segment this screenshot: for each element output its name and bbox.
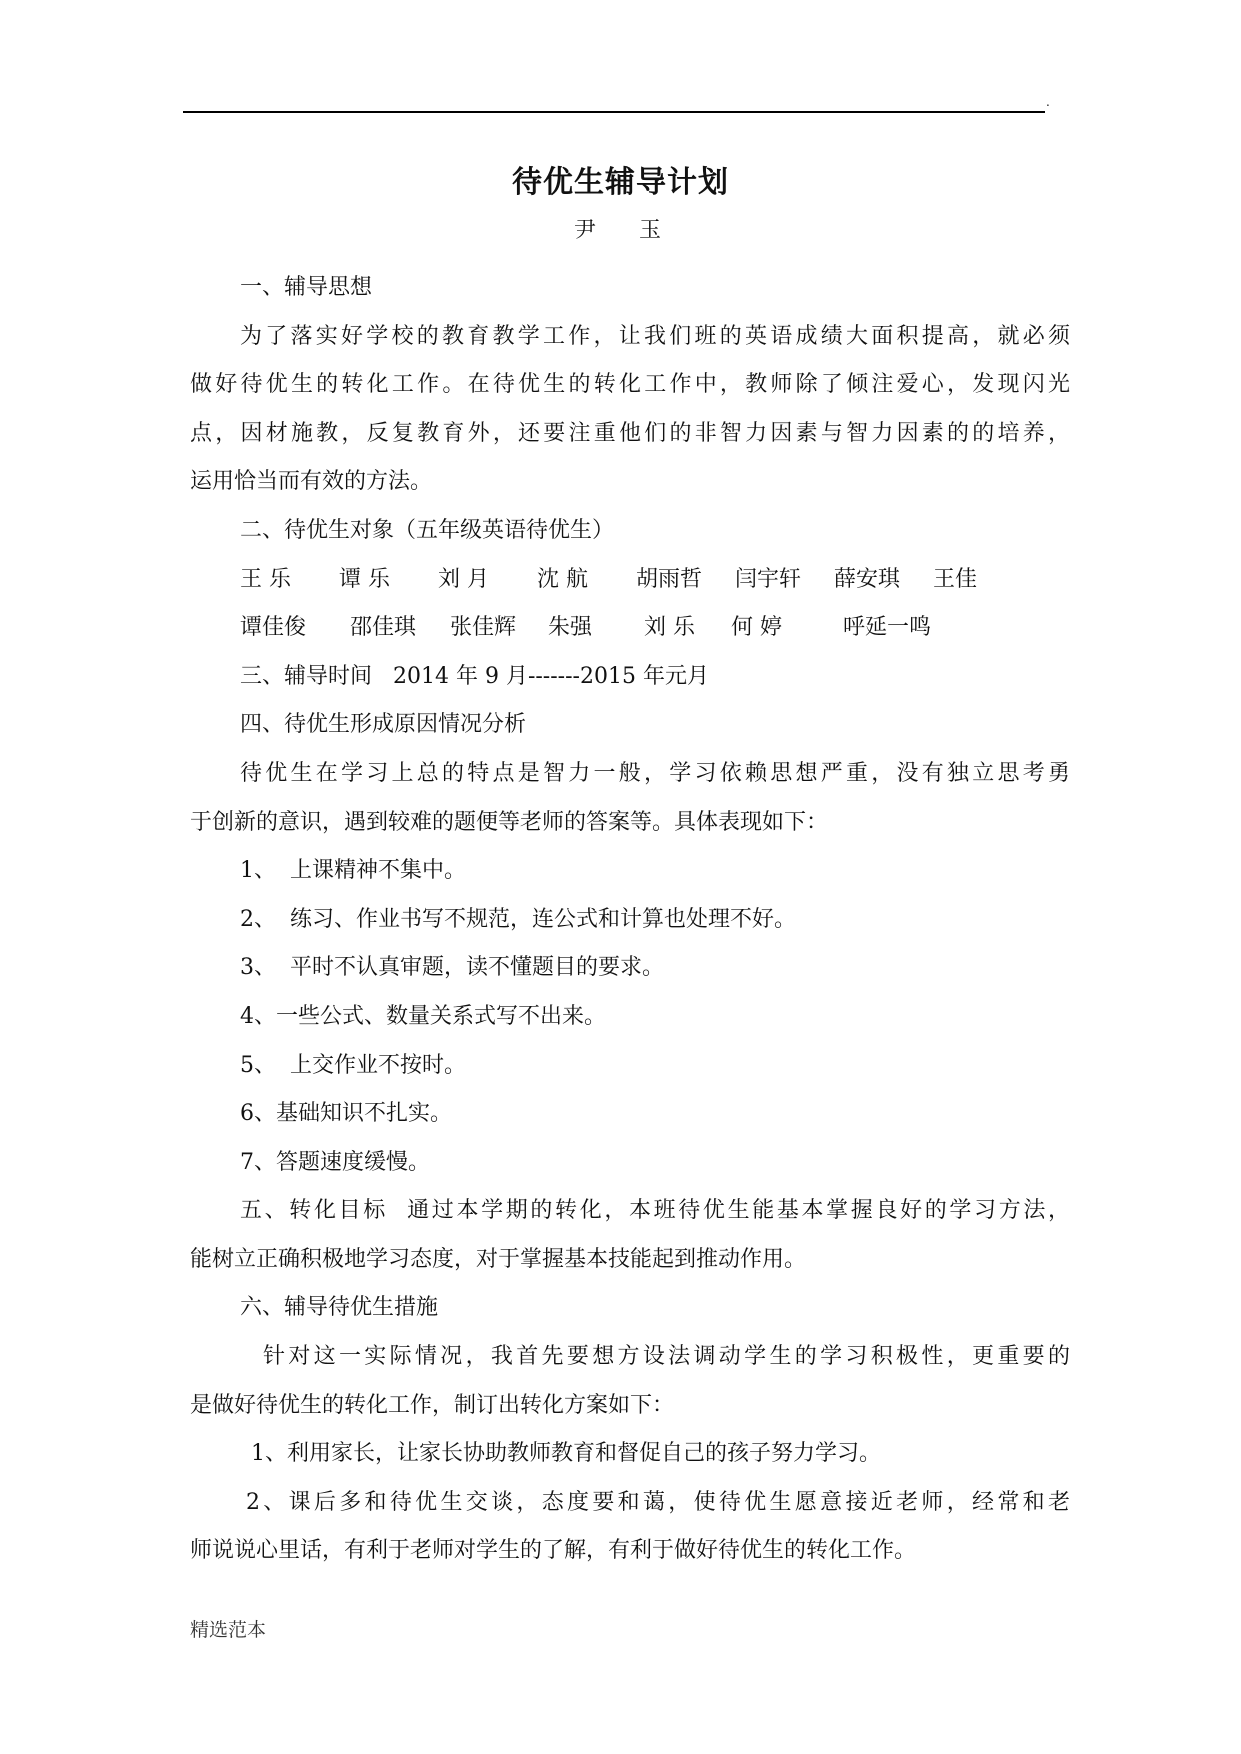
- header-dot: .: [1046, 95, 1050, 109]
- student-name: 呼延一鸣: [843, 615, 932, 641]
- paragraph-line: 待优生在学习上总的特点是智力一般，学习依赖思想严重，没有独立思考勇: [240, 760, 1070, 786]
- student-name: 邵佳琪: [350, 615, 417, 641]
- paragraph-line: 为了落实好学校的教育教学工作，让我们班的英语成绩大面积提高，就必须: [240, 323, 1070, 349]
- section1-heading: 一、辅导思想: [240, 275, 373, 300]
- student-name: 王佳: [933, 566, 978, 592]
- student-name: 何 婷: [731, 615, 782, 641]
- student-names-row-2: [190, 604, 1070, 653]
- list-item: 1、利用家长，让家长协助教师教育和督促自己的孩子努力学习。: [251, 1441, 881, 1467]
- student-name: 王 乐: [240, 566, 291, 592]
- section5-line: 能树立正确积极地学习态度，对于掌握基本技能起到推动作用。: [190, 1246, 807, 1272]
- student-name: 闫宇轩: [735, 566, 802, 592]
- student-names-row-1: [190, 556, 1070, 605]
- section5-line: 五、转化目标 通过本学期的转化，本班待优生能基本掌握良好的学习方法，: [240, 1198, 1070, 1224]
- paragraph-line: 点，因材施教，反复教育外，还要注重他们的非智力因素与智力因素的的培养，: [190, 420, 1070, 446]
- section3-heading: 三、辅导时间 2014 年 9 月-------2015 年元月: [240, 663, 709, 689]
- list-item: 4、一些公式、数量关系式写不出来。: [240, 1003, 606, 1029]
- student-name: 沈 航: [537, 566, 588, 592]
- list-item: 6、基础知识不扎实。: [240, 1101, 452, 1127]
- student-name: 谭 乐: [339, 566, 390, 592]
- student-name: 薛安琪: [834, 566, 901, 592]
- list-item: 7、答题速度缓慢。: [240, 1149, 430, 1175]
- paragraph-line: 于创新的意识，遇到较难的题便等老师的答案等。具体表现如下：: [190, 809, 829, 835]
- section2-heading: 二、待优生对象（五年级英语待优生）: [240, 517, 615, 543]
- paragraph-line: 针对这一实际情况，我首先要想方设法调动学生的学习积极性，更重要的: [263, 1344, 1070, 1370]
- student-name: 刘 月: [438, 566, 489, 592]
- student-name: 刘 乐: [644, 615, 695, 641]
- student-name: 胡雨哲: [636, 566, 703, 592]
- paragraph-line: 是做好待优生的转化工作，制订出转化方案如下：: [190, 1392, 675, 1418]
- student-name: 谭佳俊: [240, 615, 307, 641]
- list-item: 5、 上交作业不按时。: [240, 1052, 466, 1078]
- student-name: 张佳辉: [450, 615, 517, 641]
- section4-heading: 四、待优生形成原因情况分析: [240, 712, 527, 738]
- page-title: 待优生辅导计划: [512, 165, 729, 200]
- list-item: 3、 平时不认真审题，读不懂题目的要求。: [240, 955, 664, 981]
- paragraph-line: 运用恰当而有效的方法。: [190, 469, 433, 495]
- paragraph-line: 做好待优生的转化工作。在待优生的转化工作中，教师除了倾注爱心，发现闪光: [190, 372, 1070, 398]
- list-item: 1、 上课精神不集中。: [240, 858, 466, 884]
- list-item: 师说说心里话，有利于老师对学生的了解，有利于做好待优生的转化工作。: [190, 1538, 917, 1564]
- author-name: 尹 玉: [574, 218, 679, 243]
- footer-text: 精选范本: [190, 1619, 267, 1641]
- header-rule: [183, 111, 1045, 113]
- list-item: 2、 练习、作业书写不规范，连公式和计算也处理不好。: [240, 906, 796, 932]
- student-name: 朱强: [548, 615, 593, 641]
- list-item: 2、课后多和待优生交谈，态度要和蔼，使待优生愿意接近老师，经常和老: [246, 1489, 1070, 1515]
- section6-heading: 六、辅导待优生措施: [240, 1295, 439, 1321]
- document-body: [190, 264, 1070, 1576]
